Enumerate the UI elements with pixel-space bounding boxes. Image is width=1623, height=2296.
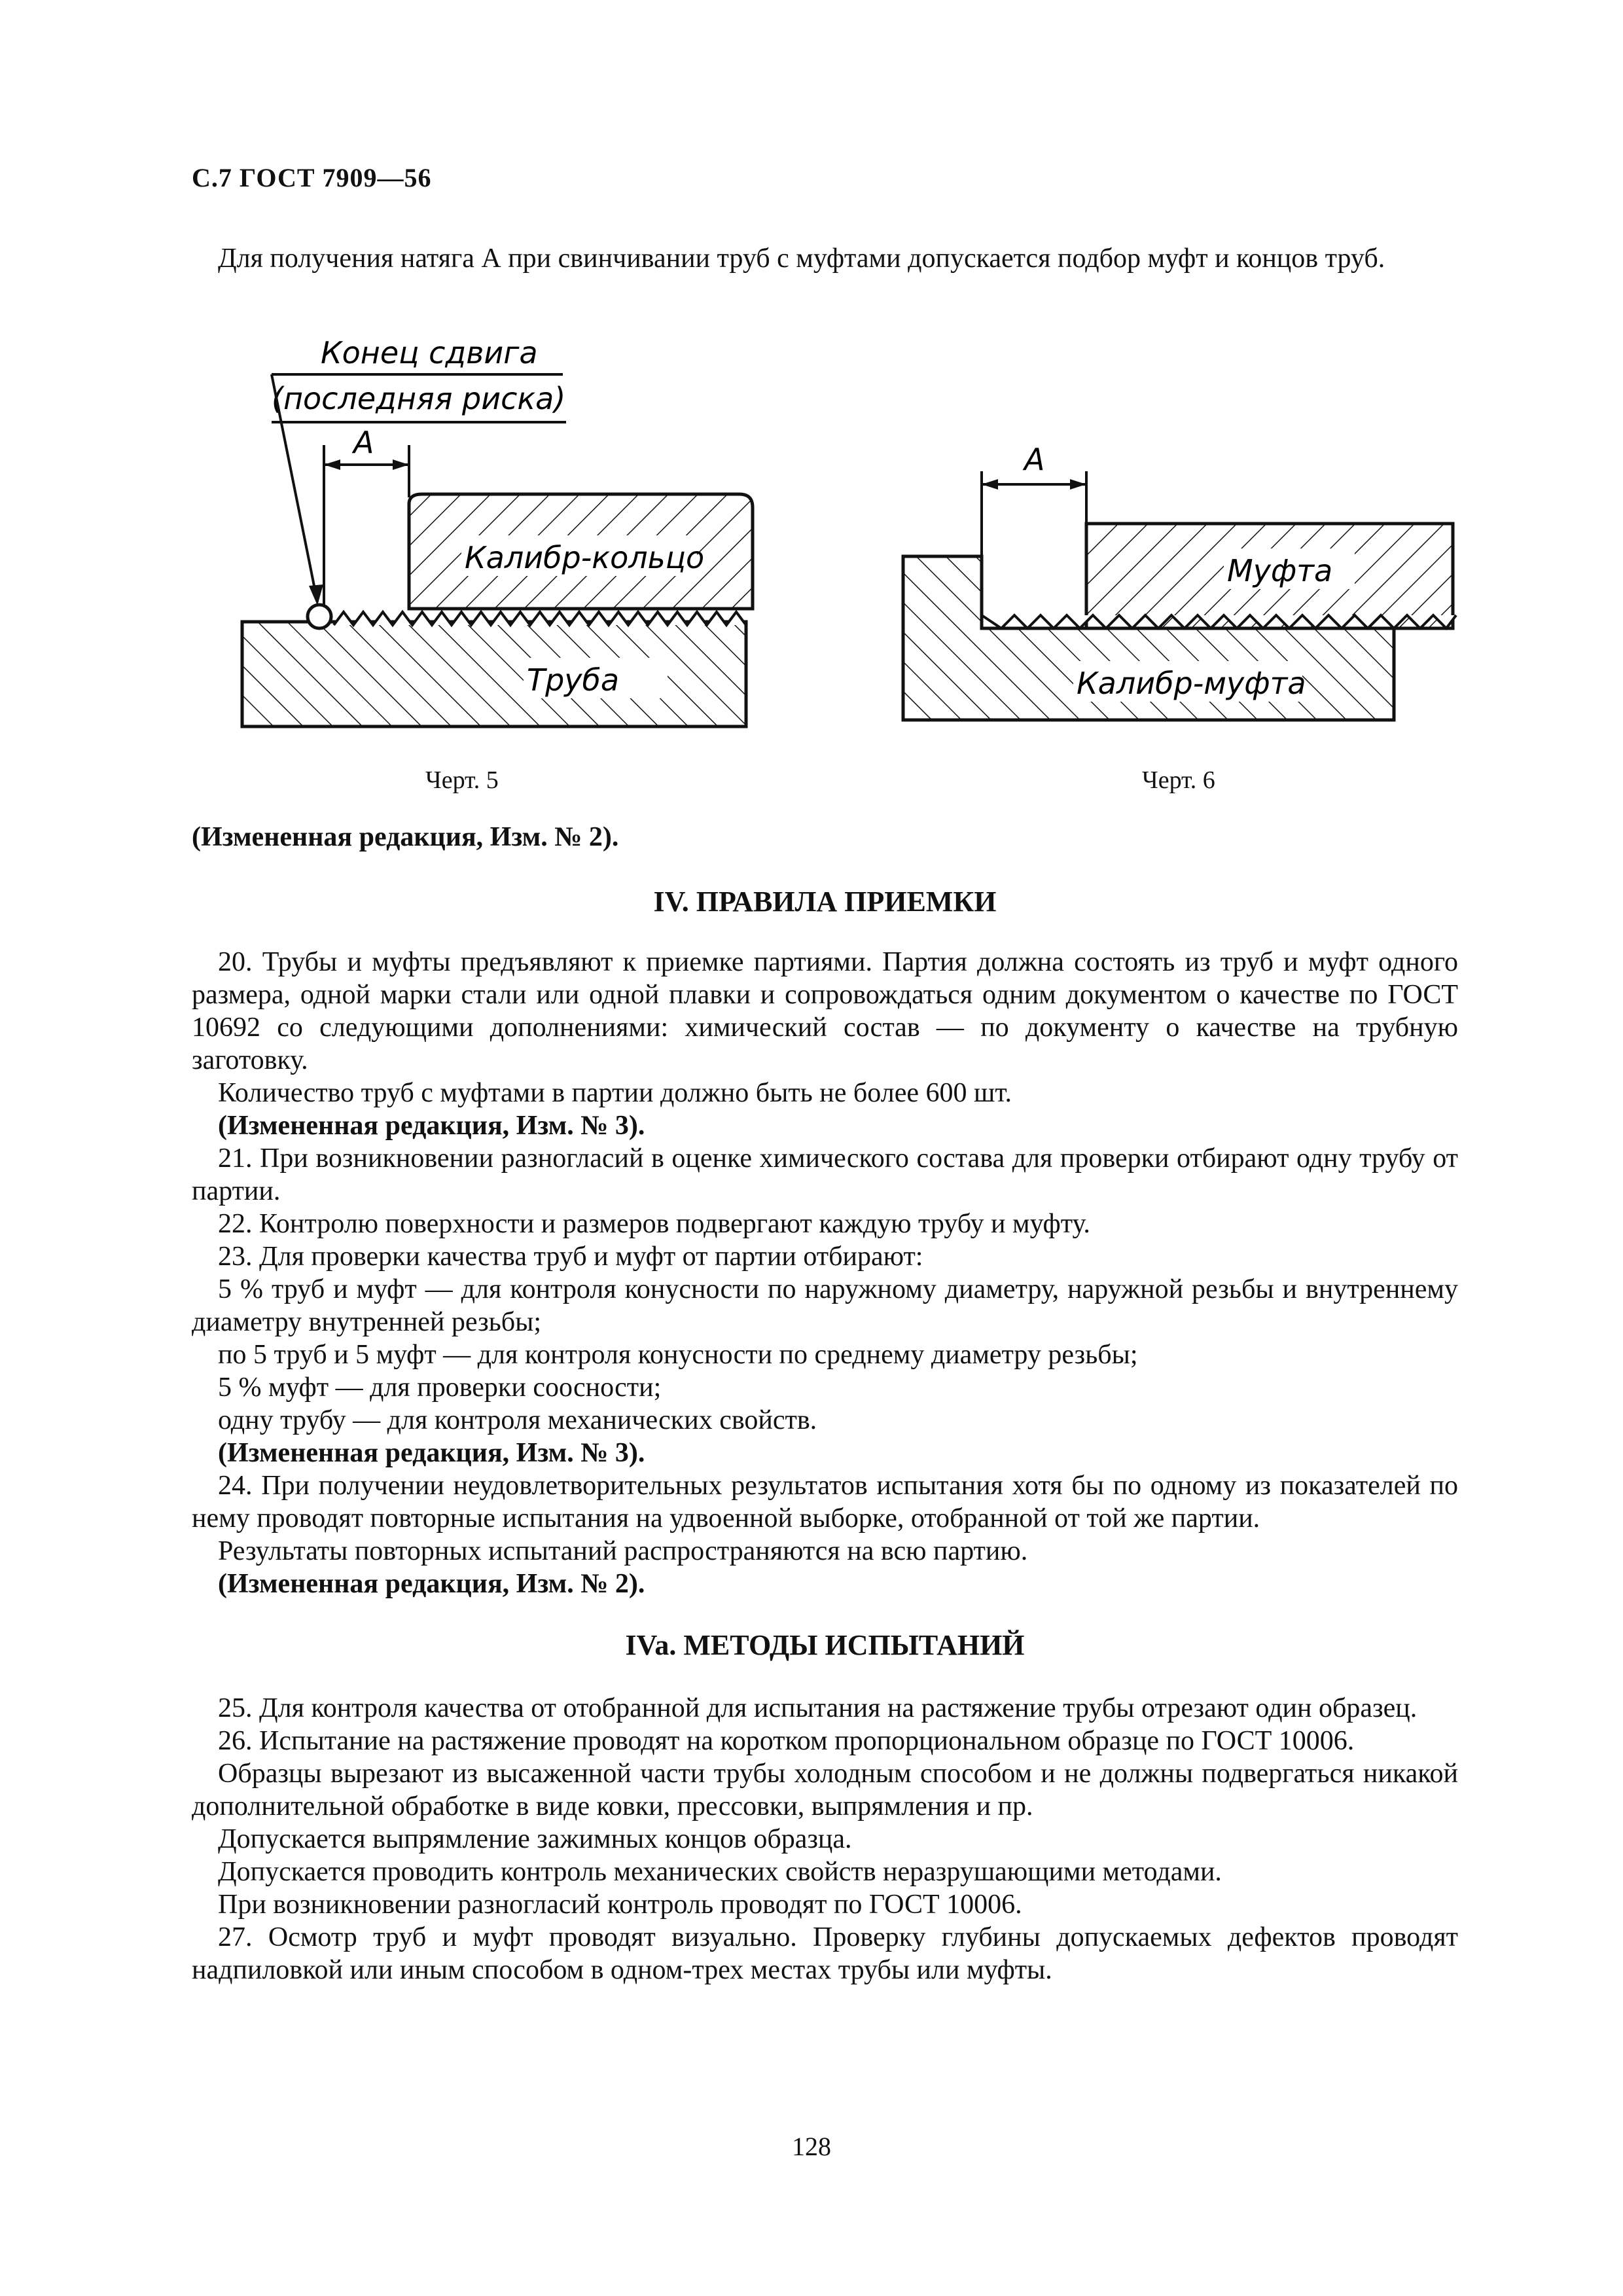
para-24b: Результаты повторных испытаний распространяются на всю партию. [218, 1536, 1028, 1566]
para-26: 26. Испытание на растяжение проводят на коротком пропорциональном образце по ГОСТ 10006. [218, 1726, 1355, 1756]
section-4a-title: IVa. МЕТОДЫ ИСПЫТАНИЙ [625, 1629, 1025, 1661]
para-23d: одну трубу — для контроля механических свойств. [218, 1405, 817, 1435]
figure-6-diagram [897, 419, 1472, 733]
fig5-thread [334, 612, 746, 625]
para-23b: по 5 труб и 5 муфт — для контроля конусности по среднему диаметру резьбы; [218, 1340, 1138, 1370]
fig6-label-gauge: Калибр-муфта [1077, 666, 1306, 701]
fig5-label-pipe: Труба [527, 662, 620, 698]
fig6-dim-A: А [1024, 442, 1045, 477]
section-4a-body [192, 1692, 1458, 1986]
intro-paragraph [192, 242, 1458, 275]
amendment-note-1 [192, 821, 1458, 853]
para-22: 22. Контролю поверхности и размеров подвергают каждую трубу и муфту. [218, 1209, 1090, 1239]
page-header: С.7 ГОСТ 7909—56 [192, 163, 432, 192]
amend-23: (Измененная редакция, Изм. № 3). [218, 1438, 645, 1468]
para-21: 21. При возникновении разногласий в оценке химического состава для проверки отбирают одну трубу от партии. [192, 1143, 1458, 1206]
fig5-label-last-mark: (последняя риска) [272, 381, 566, 416]
intro-text: Для получения натяга А при свинчивании труб с муфтами допускается подбор муфт и концов труб. [218, 243, 1385, 274]
para-20: 20. Трубы и муфты предъявляют к приемке партиями. Партия должна состоять из труб и муфт одного размера, одной марки стали или одной плавки и сопровождаться одним документом о качестве по ГОСТ 10692 со следующими дополнениями: химический состав — по документу о качестве на трубную заготовку. [192, 947, 1458, 1075]
fig5-label-ring: Калибр-кольцо [465, 540, 705, 575]
para-23a: 5 % труб и муфт — для контроля конусности по наружному диаметру, наружной резьбы и внутреннему диаметру внутренней резьбы; [192, 1274, 1458, 1337]
fig6-label-coupling: Муфта [1227, 553, 1333, 588]
para-23c: 5 % муфт — для проверки соосности; [218, 1372, 662, 1403]
para-20b: Количество труб с муфтами в партии должно быть не более 600 шт. [218, 1078, 1012, 1108]
para-26d: Допускается проводить контроль механических свойств неразрушающими методами. [218, 1857, 1222, 1887]
page-number: 128 [792, 2132, 831, 2161]
section-4-title: IV. ПРАВИЛА ПРИЕМКИ [653, 886, 997, 918]
figure-5-diagram [236, 334, 759, 740]
amend-20: (Измененная редакция, Изм. № 3). [218, 1111, 645, 1141]
fig6-caption: Черт. 6 [1142, 766, 1215, 794]
amendment-text: (Измененная редакция, Изм. № 2). [192, 822, 619, 852]
fig5-label-end-shift: Конец сдвига [321, 335, 538, 370]
para-26e: При возникновении разногласий контроль проводят по ГОСТ 10006. [218, 1890, 1022, 1920]
section-4-body [192, 946, 1458, 1600]
para-24: 24. При получении неудовлетворительных результатов испытания хотя бы по одному из показателей по нему проводят повторные испытания на удвоенной выборке, отобранной от той же партии. [192, 1471, 1458, 1534]
para-27: 27. Осмотр труб и муфт проводят визуально. Проверку глубины допускаемых дефектов проводят надпиловкой или иным способом в одном-трех местах трубы или муфты. [192, 1922, 1458, 1985]
para-23: 23. Для проверки качества труб и муфт от партии отбирают: [218, 1242, 923, 1272]
fig5-caption: Черт. 5 [425, 766, 499, 794]
para-25: 25. Для контроля качества от отобранной для испытания на растяжение трубы отрезают один образец. [218, 1693, 1418, 1723]
para-26c: Допускается выпрямление зажимных концов образца. [218, 1824, 852, 1854]
para-26b: Образцы вырезают из высаженной части трубы холодным способом и не должны подвергаться никакой дополнительной обработке в виде ковки, прессовки, выпрямления и пр. [192, 1759, 1458, 1821]
fig5-pipe [242, 622, 746, 726]
amend-24: (Измененная редакция, Изм. № 2). [218, 1569, 645, 1599]
fig5-mark-circle [308, 605, 331, 628]
fig5-dim-A: А [353, 425, 374, 460]
